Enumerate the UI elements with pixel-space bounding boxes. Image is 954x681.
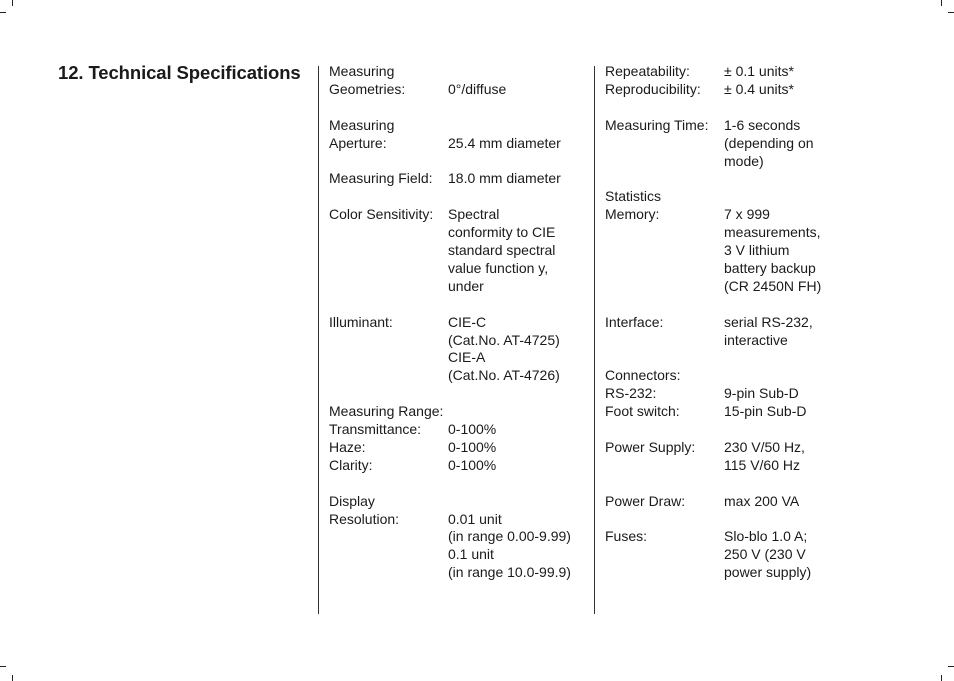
- spec-value: [724, 439, 805, 475]
- spec-value: [448, 493, 571, 583]
- spec-label-line: Power Supply:: [605, 438, 696, 455]
- spec-value-line: mode): [724, 152, 764, 169]
- spacer: [329, 385, 589, 403]
- spec-value: [448, 403, 496, 475]
- spec-column-left: [329, 63, 589, 582]
- spec-value-line: [448, 493, 571, 511]
- spec-label-line: Measuring Field:: [329, 170, 433, 187]
- spec-value-line: [448, 403, 496, 421]
- spec-value: [448, 170, 561, 188]
- spec-column-right: [605, 63, 935, 582]
- spec-entry: [605, 314, 935, 350]
- spec-value: [724, 117, 814, 171]
- spec-label-line: Transmittance:: [329, 421, 422, 438]
- spec-value-line: 7 x 999: [724, 206, 770, 223]
- spec-value-line: 15-pin Sub-D: [724, 403, 807, 420]
- spec-label-line: Memory:: [605, 206, 660, 223]
- spec-label-line: Measuring: [329, 116, 395, 133]
- spec-label: [605, 188, 724, 295]
- crop-mark: [0, 666, 6, 667]
- spec-entry: [329, 403, 589, 475]
- spec-value: [724, 493, 799, 511]
- spec-label-line: Reproducibility:: [605, 80, 701, 97]
- spec-label-line: Display: [329, 492, 375, 509]
- spec-entry: [329, 314, 589, 386]
- spec-entry: [605, 493, 935, 511]
- spec-value-line: value function y,: [448, 259, 549, 276]
- spec-value-line: [724, 367, 807, 385]
- spec-value-line: 9-pin Sub-D: [724, 385, 799, 402]
- spacer: [329, 188, 589, 206]
- crop-mark: [12, 0, 13, 6]
- spec-value-line: battery backup: [724, 259, 816, 276]
- spec-label-line: Connectors:: [605, 367, 681, 384]
- spacer: [605, 170, 935, 188]
- spec-entry: [605, 188, 935, 295]
- spec-label: [329, 170, 448, 188]
- spec-value-line: measurements,: [724, 224, 821, 241]
- spacer: [329, 475, 589, 493]
- spec-value: [724, 314, 813, 350]
- spec-label-line: Illuminant:: [329, 313, 393, 330]
- spec-label-line: RS-232:: [605, 385, 657, 402]
- spec-value-line: 18.0 mm diameter: [448, 170, 561, 187]
- spec-value-line: 230 V/50 Hz,: [724, 438, 805, 455]
- spacer: [329, 296, 589, 314]
- spec-value-line: Slo-blo 1.0 A;: [724, 528, 808, 545]
- spec-value-line: (in range 0.00-9.99): [448, 528, 571, 545]
- spacer: [605, 421, 935, 439]
- spec-label: [605, 63, 724, 99]
- crop-mark: [941, 0, 942, 6]
- spec-entry: [605, 117, 935, 171]
- spec-value: [448, 206, 555, 296]
- spec-value-line: interactive: [724, 331, 788, 348]
- crop-mark: [0, 12, 6, 13]
- spacer: [605, 296, 935, 314]
- spec-entry: [605, 63, 935, 99]
- spec-value-line: 25.4 mm diameter: [448, 134, 561, 151]
- spacer: [605, 99, 935, 117]
- spec-value-line: 0-100%: [448, 456, 497, 473]
- spec-value-line: 0-100%: [448, 438, 497, 455]
- spec-value: [724, 367, 807, 421]
- spec-value-line: (Cat.No. AT-4725): [448, 331, 560, 348]
- spec-entry: [329, 63, 589, 99]
- spec-label-line: Statistics: [605, 188, 662, 205]
- spec-value: [448, 117, 561, 153]
- spec-label-line: Measuring: [329, 63, 395, 79]
- spec-label-line: Interface:: [605, 313, 664, 330]
- spec-value: [724, 188, 821, 295]
- spec-entry: [329, 493, 589, 583]
- spec-label-line: Aperture:: [329, 134, 387, 151]
- spec-label: [605, 493, 724, 511]
- spacer: [605, 511, 935, 529]
- spacer: [329, 99, 589, 117]
- spec-value-line: conformity to CIE: [448, 224, 556, 241]
- spec-value-line: 0-100%: [448, 421, 497, 438]
- spacer: [329, 153, 589, 171]
- spec-label-line: Power Draw:: [605, 492, 686, 509]
- section-heading: 12. Technical Specifications: [58, 62, 301, 83]
- spec-label-line: Fuses:: [605, 528, 648, 545]
- spec-value: [724, 63, 794, 99]
- spec-value: [724, 528, 811, 582]
- spec-label-line: Geometries:: [329, 80, 406, 97]
- spec-label-line: Haze:: [329, 438, 366, 455]
- spec-label-line: Repeatability:: [605, 63, 690, 79]
- spec-label: [605, 117, 724, 171]
- spec-label: [329, 117, 448, 153]
- spec-value-line: 1-6 seconds: [724, 116, 801, 133]
- crop-mark: [941, 675, 942, 681]
- spec-label: [329, 63, 448, 99]
- spec-value-line: standard spectral: [448, 242, 556, 259]
- spec-value-line: (in range 10.0-99.9): [448, 564, 571, 581]
- column-divider: [318, 66, 319, 614]
- spec-label-line: Measuring Time:: [605, 116, 709, 133]
- spec-label-line: Color Sensitivity:: [329, 206, 434, 223]
- spec-label-line: Foot switch:: [605, 403, 680, 420]
- spec-value-line: CIE-C: [448, 313, 487, 330]
- spec-entry: [329, 117, 589, 153]
- spec-label: [605, 367, 724, 421]
- spec-entry: [605, 367, 935, 421]
- crop-mark: [948, 666, 954, 667]
- spec-value-line: under: [448, 277, 484, 294]
- spec-value-line: (Cat.No. AT-4726): [448, 367, 560, 384]
- spec-value-line: [448, 117, 561, 135]
- spec-label: [329, 493, 448, 583]
- spec-entry: [605, 439, 935, 475]
- spacer: [605, 349, 935, 367]
- column-divider: [594, 66, 595, 614]
- spec-value-line: 0.1 unit: [448, 546, 494, 563]
- spec-value-line: max 200 VA: [724, 492, 800, 509]
- spec-value-line: serial RS-232,: [724, 313, 813, 330]
- spec-entry: [329, 170, 589, 188]
- spec-value-line: Spectral: [448, 206, 500, 223]
- spec-value-line: CIE-A: [448, 349, 486, 366]
- spec-value-line: 0°/diffuse: [448, 80, 507, 97]
- spec-label: [605, 314, 724, 350]
- spec-label: [329, 314, 448, 386]
- crop-mark: [12, 675, 13, 681]
- spec-label: [605, 528, 724, 582]
- spec-entry: [329, 206, 589, 296]
- spec-label: [329, 206, 448, 296]
- spec-value-line: ± 0.4 units*: [724, 80, 794, 97]
- spec-label-line: Resolution:: [329, 510, 400, 527]
- spec-entry: [605, 528, 935, 582]
- crop-mark: [948, 12, 954, 13]
- spec-value-line: [724, 188, 821, 206]
- spec-value-line: (depending on: [724, 134, 814, 151]
- spec-label-line: Clarity:: [329, 456, 373, 473]
- spec-value-line: 3 V lithium: [724, 242, 790, 259]
- spec-label: [329, 403, 448, 475]
- spec-value: [448, 314, 560, 386]
- spec-value: [448, 63, 506, 99]
- spec-value-line: 115 V/60 Hz: [724, 456, 801, 473]
- spec-value-line: (CR 2450N FH): [724, 277, 822, 294]
- spec-value-line: [448, 63, 506, 81]
- spec-value-line: ± 0.1 units*: [724, 63, 794, 79]
- spacer: [605, 475, 935, 493]
- spec-label-line: Measuring Range:: [329, 403, 444, 420]
- spec-label: [605, 439, 724, 475]
- spec-value-line: 250 V (230 V: [724, 546, 806, 563]
- spec-value-line: 0.01 unit: [448, 510, 502, 527]
- spec-value-line: power supply): [724, 564, 812, 581]
